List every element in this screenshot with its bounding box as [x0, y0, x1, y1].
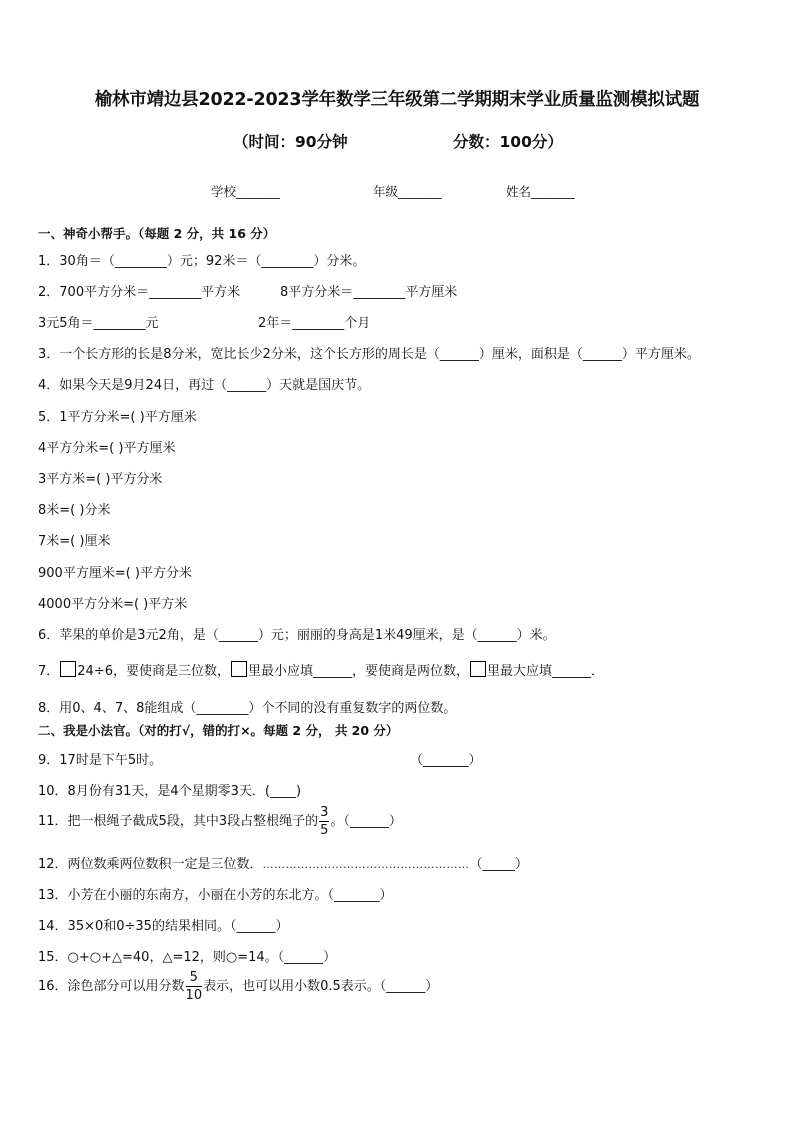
question-11-suffix: 。（______）	[330, 814, 402, 829]
question-9: 9．17时是下午5时。	[38, 753, 163, 768]
question-11-text: 11．把一根绳子截成5段，其中3段占整根绳子的	[38, 814, 319, 829]
question-11	[38, 806, 402, 837]
grade-field: 年级_______	[373, 184, 442, 199]
question-7-part2: 里最小应填______，要使商是两位数，	[248, 664, 470, 679]
question-5-line: 4000平方分米=( )平方米	[38, 597, 188, 612]
fraction-numerator: 3	[320, 805, 329, 820]
question-5-line: 8米=( )分米	[38, 503, 111, 518]
question-10: 10．8月份有31天，是4个星期零3天．(____)	[38, 784, 302, 799]
question-13: 13．小芳在小丽的东南方，小丽在小芳的东北方。（_______）	[38, 888, 393, 903]
question-3: 3．一个长方形的长是8分米，宽比长少2分米，这个长方形的周长是（______）厘米，面积是（______）平方厘米。	[38, 347, 700, 362]
fraction-denominator: 10	[185, 988, 203, 1003]
question-8: 8．用0、4、7、8能组成（________）个不同的没有重复数字的两位数。	[38, 701, 457, 716]
question-1: 1．30角＝（________）元；92米＝（________）分米。	[38, 254, 366, 269]
question-16-text: 16．涂色部分可以用分数	[38, 979, 185, 994]
question-12	[38, 853, 528, 872]
blank-box-icon	[60, 661, 76, 677]
blank-box-icon	[231, 661, 247, 677]
page-title: 榆林市靖边县2022-2023学年数学三年级第二学期期末学业质量监测模拟试题	[94, 90, 700, 110]
question-14: 14．35×0和0÷35的结果相同。（______）	[38, 919, 289, 934]
school-field: 学校_______	[211, 184, 280, 199]
question-7-part1: 24÷6，要使商是三位数，	[77, 664, 230, 679]
fraction	[319, 806, 329, 837]
question-15: 15．○+○+△=40，△=12，则○=14。（______）	[38, 950, 337, 965]
section-1-heading: 一、神奇小帮手。（每题 2 分，共 16 分）	[38, 226, 276, 241]
question-4: 4．如果今天是9月24日，再过（______）天就是国庆节。	[38, 378, 371, 393]
question-9-blank: （_______）	[410, 753, 482, 768]
dotted-leader: ………………………………………………	[262, 858, 470, 871]
exam-score: 分数：100分）	[453, 133, 563, 151]
question-5-line: 900平方厘米=( )平方分米	[38, 566, 192, 581]
question-7	[38, 660, 604, 679]
question-12-text: 12．两位数乘两位数积一定是三位数．	[38, 857, 263, 872]
question-16	[38, 971, 438, 1002]
question-5-line: 5．1平方分米=( )平方厘米	[38, 410, 197, 425]
question-6: 6．苹果的单价是3元2角，是（______）元；丽丽的身高是1米49厘米，是（______）米。	[38, 628, 556, 643]
fraction-denominator: 5	[320, 823, 329, 838]
fraction	[186, 971, 203, 1002]
question-7-part3: 里最大应填______．	[487, 664, 605, 679]
question-5-line: 3平方米=( )平方分米	[38, 472, 163, 487]
fraction-numerator: 5	[186, 971, 203, 987]
section-2-heading: 二、我是小法官。（对的打√，错的打×。每题 2 分， 共 20 分）	[38, 723, 399, 738]
question-2b: 8平方分米＝________平方厘米	[280, 285, 458, 300]
question-16-suffix: 表示，也可以用小数0.5表示。（______）	[203, 979, 439, 994]
question-5-line: 7米=( )厘米	[38, 534, 111, 549]
question-5-line: 4平方分米=( )平方厘米	[38, 441, 176, 456]
question-12-blank: （_____）	[469, 857, 529, 872]
blank-box-icon	[470, 661, 486, 677]
question-2a: 2．700平方分米＝________平方米	[38, 285, 241, 300]
question-2d: 2年＝________个月	[258, 316, 371, 331]
exam-time: （时间：90分钟	[233, 133, 348, 151]
name-field: 姓名_______	[506, 184, 575, 199]
question-2c: 3元5角＝________元	[38, 316, 159, 331]
question-7-prefix: 7．	[38, 664, 60, 679]
